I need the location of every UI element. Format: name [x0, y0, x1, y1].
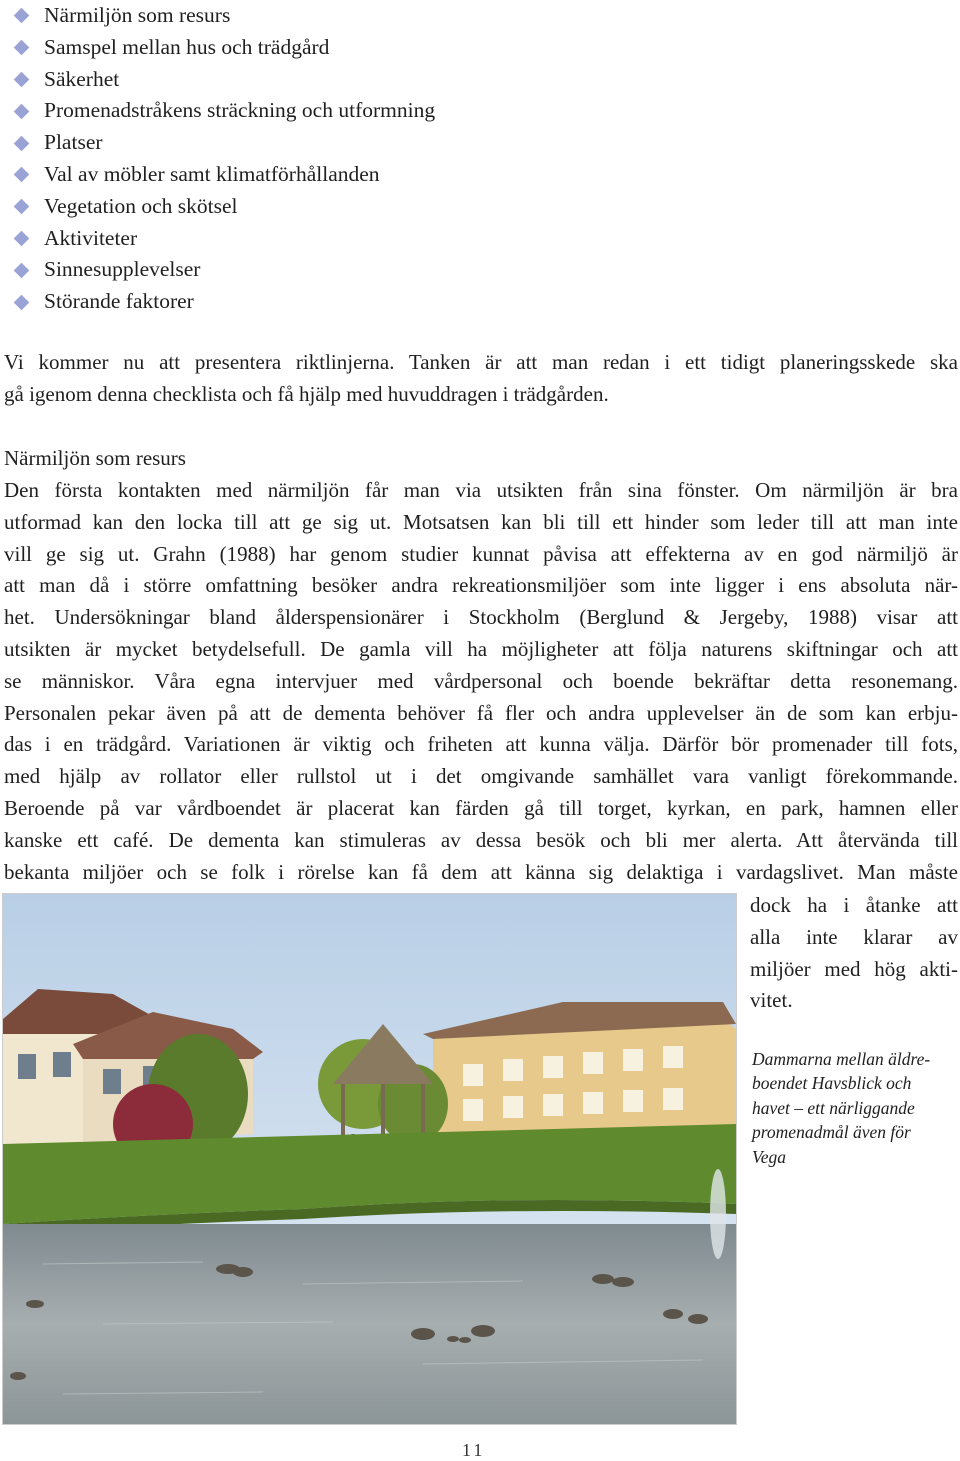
checklist-item: Säkerhet	[4, 64, 435, 96]
caption-line: havet – ett närliggande	[752, 1097, 915, 1118]
checklist-item: Störande faktorer	[4, 286, 435, 318]
text-line: gå igenom denna checklista och få hjälp med huvuddragen i trädgården.	[4, 381, 609, 406]
text-line: Den första kontakten med närmiljön får man via utsikten från sina fönster. Om närmiljön är bra	[4, 478, 958, 502]
diamond-bullet-icon	[14, 199, 30, 215]
text-line: Vi kommer nu att presentera riktlinjerna. Tanken är att man redan i ett tidigt planeringsskede ska	[4, 350, 958, 374]
text-line: Personalen pekar även på att de dementa behöver få fler och andra upplevelser än de som kan erbju-	[4, 700, 958, 725]
diamond-bullet-icon	[14, 294, 30, 310]
checklist	[4, 0, 435, 318]
text-line: utsikten är mycket betydelsefull. De gamla vill ha möjligheter att följa naturens skiftningar och att	[4, 636, 958, 661]
checklist-item: Närmiljön som resurs	[4, 0, 435, 32]
text-line: alla inte klarar av	[750, 924, 958, 949]
text-line: bekanta miljöer och se folk i rörelse kan få dem att känna sig delaktiga i vardagslivet. Man måste	[4, 859, 958, 884]
diamond-bullet-icon	[14, 104, 30, 120]
checklist-item: Aktiviteter	[4, 223, 435, 255]
photo-caption	[752, 1047, 960, 1169]
text-line: dock ha i åtanke att	[750, 893, 958, 917]
pond-photo	[2, 893, 737, 1425]
diamond-bullet-icon	[14, 231, 30, 247]
section-heading: Närmiljön som resurs	[4, 446, 186, 470]
caption-line: Dammarna mellan äldre-	[752, 1049, 931, 1069]
checklist-item: Vegetation och skötsel	[4, 191, 435, 223]
checklist-item: Platser	[4, 127, 435, 159]
diamond-bullet-icon	[14, 167, 30, 183]
text-line: kanske ett café. De dementa kan stimuleras av dessa besök och bli mer alerta. Att återvända till	[4, 827, 958, 852]
diamond-bullet-icon	[14, 40, 30, 56]
intro-paragraph	[4, 347, 958, 411]
checklist-item: Promenadstråkens sträckning och utformning	[4, 95, 435, 127]
text-line: Beroende på var vårdboendet är placerat kan färden gå till torget, kyrkan, en park, hamnen eller	[4, 795, 958, 820]
text-line: att man då i större omfattning besöker andra rekreationsmiljöer som inte ligger i ens absoluta när-	[4, 573, 958, 598]
text-line: vitet.	[750, 988, 793, 1013]
caption-line: promenadmål även för	[752, 1122, 911, 1143]
text-line: das i en trädgård. Variationen är viktig och friheten att kunna välja. Därför bör promenader till fots,	[4, 732, 958, 757]
checklist-item: Samspel mellan hus och trädgård	[4, 32, 435, 64]
checklist-item: Val av möbler samt klimatförhållanden	[4, 159, 435, 191]
text-line: vill ge sig ut. Grahn (1988) har genom studier kunnat påvisa att effekterna av en god närmiljö är	[4, 541, 958, 566]
text-line: miljöer med hög akti-	[750, 956, 958, 981]
side-text	[750, 890, 958, 1017]
diamond-bullet-icon	[14, 262, 30, 278]
section-body	[4, 475, 958, 888]
diamond-bullet-icon	[14, 135, 30, 151]
caption-line: Vega	[752, 1146, 787, 1167]
diamond-bullet-icon	[14, 8, 30, 24]
pond-illustration	[3, 894, 736, 1424]
page-number: 11	[462, 1440, 486, 1460]
text-line: med hjälp av rollator eller rullstol ut i det omgivande samhället vara vanligt förekommande.	[4, 764, 958, 789]
caption-line: boendet Havsblick och	[752, 1073, 912, 1094]
text-line: utformad kan den locka till att ge sig ut. Motsatsen kan bli till ett hinder som leder till att man inte	[4, 509, 958, 534]
checklist-item: Sinnesupplevelser	[4, 254, 435, 286]
text-line: se människor. Våra egna intervjuer med vårdpersonal och boende bekräftar detta resonemang.	[4, 668, 958, 693]
text-line: het. Undersökningar bland ålderspensionärer i Stockholm (Berglund & Jergeby, 1988) visar att	[4, 605, 958, 630]
diamond-bullet-icon	[14, 72, 30, 88]
